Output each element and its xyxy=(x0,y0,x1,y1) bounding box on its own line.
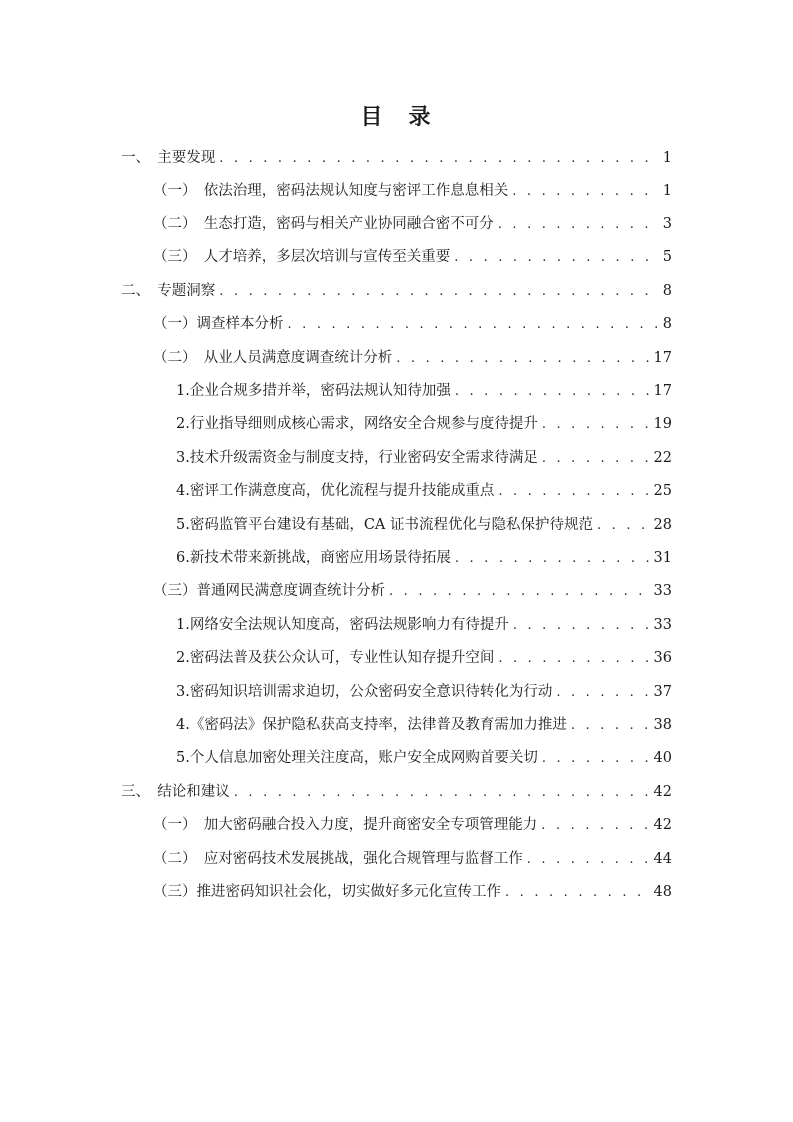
toc-entry-label: 4.密评工作满意度高，优化流程与提升技能成重点 xyxy=(176,483,495,499)
toc-entry-label: （三）推进密码知识社会化，切实做好多元化宣传工作 xyxy=(153,884,501,900)
toc-entry-label: 3.技术升级需资金与制度支持，行业密码安全需求待满足 xyxy=(176,450,538,466)
toc-page-number: 42 xyxy=(653,784,672,800)
toc-entry[interactable] xyxy=(176,408,672,441)
toc-page-number: 31 xyxy=(653,550,672,566)
toc-page-number: 22 xyxy=(653,450,672,466)
dot-leader xyxy=(498,208,659,241)
dot-leader xyxy=(454,241,659,274)
toc-entry[interactable] xyxy=(121,275,672,308)
dot-leader xyxy=(541,809,649,842)
toc-entry[interactable] xyxy=(176,375,672,408)
dot-leader xyxy=(389,575,650,608)
dot-leader xyxy=(498,642,649,675)
toc-title: 目 录 xyxy=(360,105,433,130)
toc-entry[interactable] xyxy=(176,475,672,508)
toc-entry[interactable] xyxy=(153,575,672,608)
dot-leader xyxy=(571,709,650,742)
toc-entry-label: （三）普通网民满意度调查统计分析 xyxy=(153,583,385,599)
toc-entry-label: 2.行业指导细则成核心需求，网络安全合规参与度待提升 xyxy=(176,416,538,432)
toc-entry-label: 5.个人信息加密处理关注度高，账户安全成网购首要关切 xyxy=(176,750,538,766)
toc-entry[interactable] xyxy=(176,676,672,709)
toc-entry-label: （二） 应对密码技术发展挑战，强化合规管理与监督工作 xyxy=(153,851,523,867)
toc-entry[interactable] xyxy=(153,208,672,241)
toc-entry[interactable] xyxy=(153,241,672,274)
dot-leader xyxy=(542,742,650,775)
toc-page-number: 48 xyxy=(653,884,672,900)
toc-entry[interactable] xyxy=(153,175,672,208)
toc-entry-label: （一） 加大密码融合投入力度，提升商密安全专项管理能力 xyxy=(153,817,538,833)
dot-leader xyxy=(597,509,650,542)
toc-entry[interactable] xyxy=(153,843,672,876)
toc-page-number: 36 xyxy=(653,650,672,666)
dot-leader xyxy=(556,676,649,709)
toc-page-number: 17 xyxy=(653,350,672,366)
toc-entry-label: 二、 专题洞察 xyxy=(121,283,216,299)
toc-entry-label: 2.密码法普及获公众认可，专业性认知存提升空间 xyxy=(176,650,495,666)
toc-entry-label: 3.密码知识培训需求迫切，公众密码安全意识待转化为行动 xyxy=(176,684,553,700)
toc-entry-label: （三） 人才培养，多层次培训与宣传至关重要 xyxy=(153,249,451,265)
toc-entry[interactable] xyxy=(176,442,672,475)
toc-page-number: 42 xyxy=(653,817,672,833)
toc-entry-label: （二） 从业人员满意度调查统计分析 xyxy=(153,350,393,366)
dot-leader xyxy=(455,542,650,575)
toc-entry[interactable] xyxy=(176,542,672,575)
dot-leader xyxy=(498,475,649,508)
dot-leader xyxy=(219,275,659,308)
dot-leader xyxy=(455,375,650,408)
toc-entry-label: 6.新技术带来新挑战，商密应用场景待拓展 xyxy=(176,550,451,566)
toc-entry-label: （一） 依法治理，密码法规认知度与密评工作息息相关 xyxy=(153,183,509,199)
toc-entry[interactable] xyxy=(176,509,672,542)
toc-page-number: 8 xyxy=(662,316,672,332)
dot-leader xyxy=(512,175,659,208)
toc-page-number: 19 xyxy=(653,416,672,432)
toc-page-number: 17 xyxy=(653,383,672,399)
toc-entry[interactable] xyxy=(176,742,672,775)
toc-page-number: 44 xyxy=(653,851,672,867)
dot-leader xyxy=(288,308,659,341)
toc-page-number: 25 xyxy=(653,483,672,499)
dot-leader xyxy=(542,408,650,441)
toc-page-number: 5 xyxy=(662,249,672,265)
toc-entry-label: （一）调查样本分析 xyxy=(153,316,284,332)
toc-entry-label: 4.《密码法》保护隐私获高支持率，法律普及教育需加力推进 xyxy=(176,717,567,733)
toc-page-number: 1 xyxy=(662,183,672,199)
dot-leader xyxy=(234,776,650,809)
toc-page-number: 33 xyxy=(653,583,672,599)
toc-entry-label: 三、 结论和建议 xyxy=(121,784,230,800)
toc-entry-label: 1.网络安全法规认知度高，密码法规影响力有待提升 xyxy=(176,617,509,633)
toc-entry-label: 5.密码监管平台建设有基础，CA 证书流程优化与隐私保护待规范 xyxy=(176,517,594,533)
toc-entry[interactable] xyxy=(153,809,672,842)
toc-page-number: 37 xyxy=(653,684,672,700)
toc-entry[interactable] xyxy=(153,308,672,341)
toc-entry-label: 一、 主要发现 xyxy=(121,150,216,166)
dot-leader xyxy=(505,876,650,909)
toc-page-number: 40 xyxy=(653,750,672,766)
toc-page-number: 28 xyxy=(653,517,672,533)
toc-entry-label: （二） 生态打造，密码与相关产业协同融合密不可分 xyxy=(153,216,494,232)
toc-entry[interactable] xyxy=(121,142,672,175)
toc-page-number: 3 xyxy=(662,216,672,232)
toc-entry[interactable] xyxy=(176,642,672,675)
toc-entry-label: 1.企业合规多措并举，密码法规认知待加强 xyxy=(176,383,451,399)
toc-entry[interactable] xyxy=(153,876,672,909)
dot-leader xyxy=(219,142,659,175)
toc-page-number: 1 xyxy=(662,150,672,166)
dot-leader xyxy=(513,609,650,642)
toc-entry[interactable] xyxy=(153,342,672,375)
dot-leader xyxy=(527,843,650,876)
toc-page-number: 33 xyxy=(653,617,672,633)
dot-leader xyxy=(542,442,650,475)
toc-page-number: 8 xyxy=(662,283,672,299)
toc-page-number: 38 xyxy=(653,717,672,733)
toc-entry[interactable] xyxy=(176,709,672,742)
toc-entry[interactable] xyxy=(176,609,672,642)
toc-entry[interactable] xyxy=(121,776,672,809)
dot-leader xyxy=(396,342,649,375)
